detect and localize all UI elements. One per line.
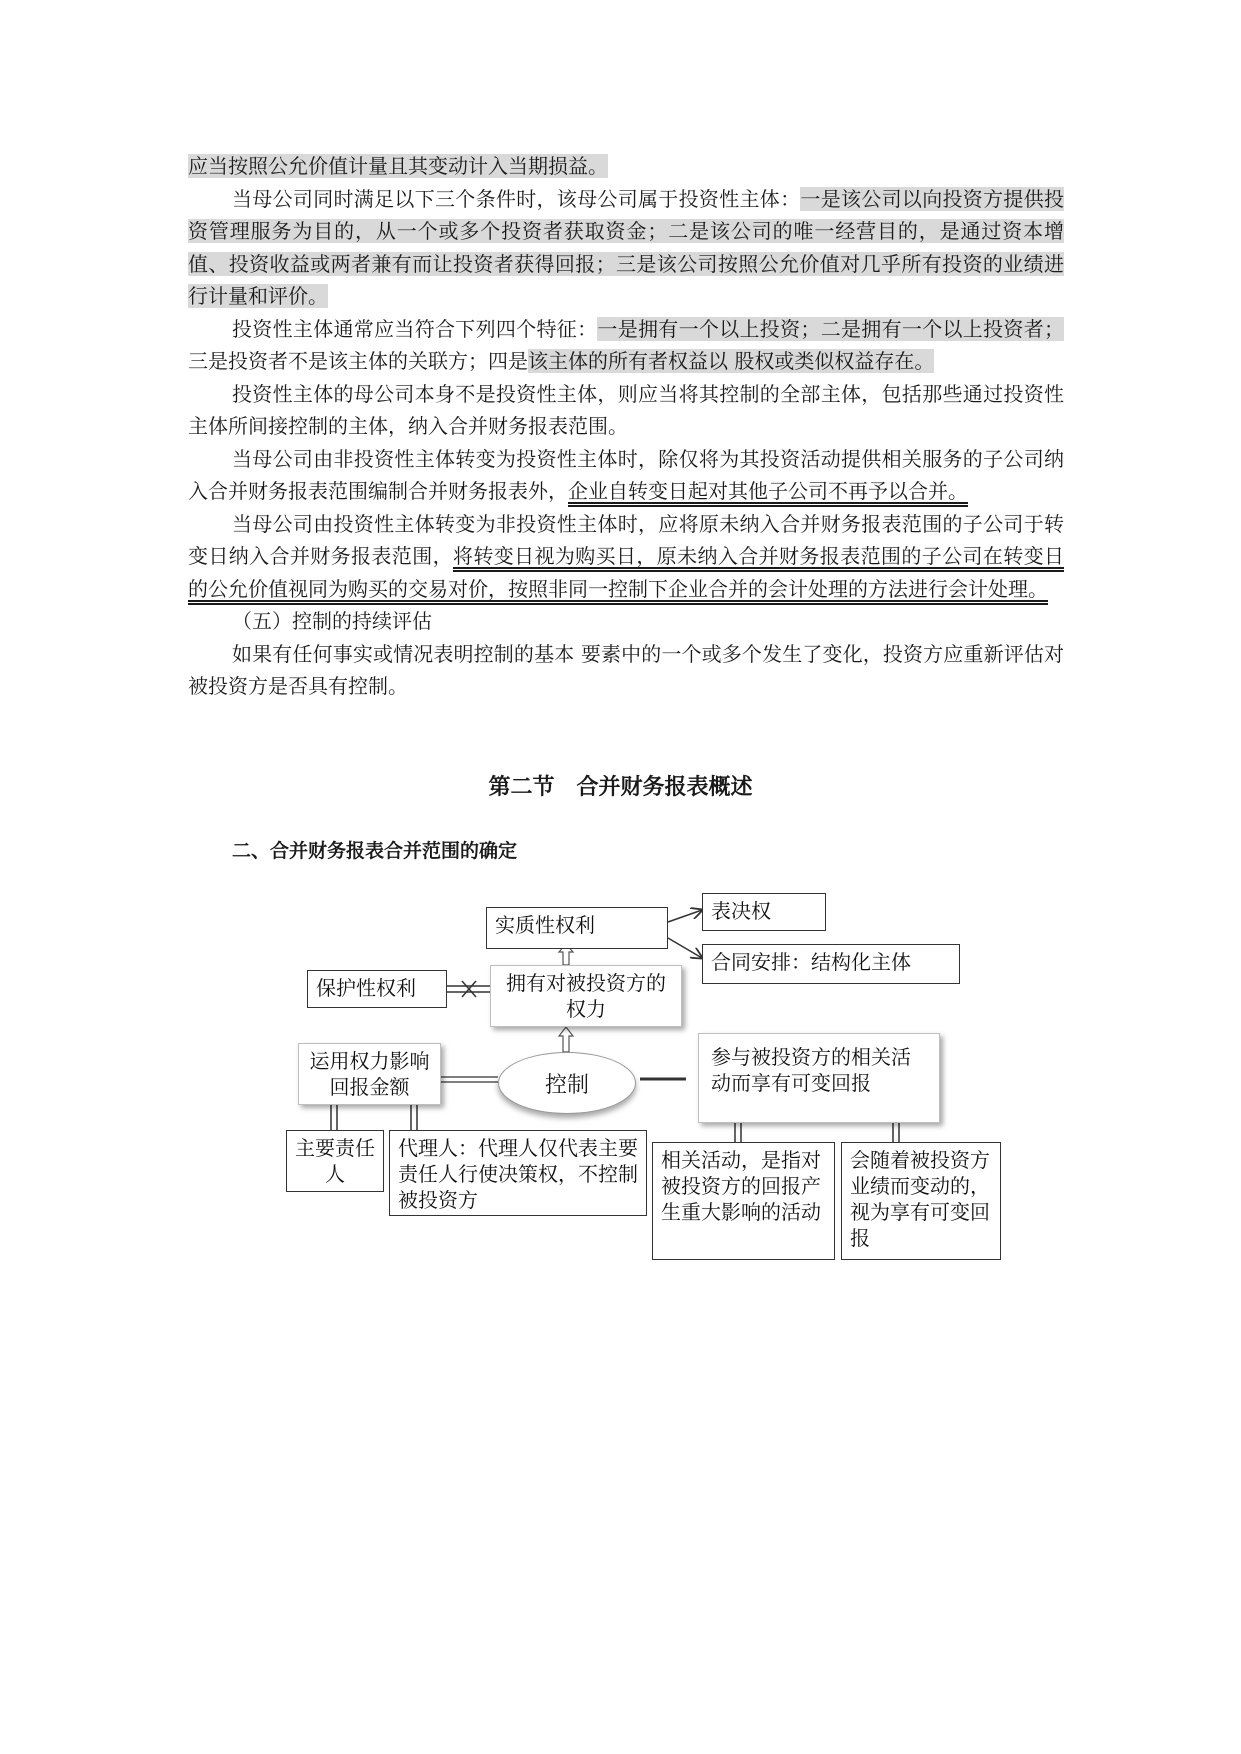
- section-title: 第二节 合并财务报表概述: [488, 775, 753, 800]
- paragraph-3: 投资性主体通常应当符合下列四个特征：一是拥有一个以上投资；二是拥有一个以上投资者；三是投资者不是该主体的关联方；四是该主体的所有者权益以 股权或类似权益存在。: [188, 316, 1065, 373]
- substantive-rights-box: 实质性权利: [486, 907, 668, 949]
- paragraph-1: 应当按照公允价值计量且其变动计入当期损益。: [188, 154, 608, 178]
- paragraph-8: 如果有任何事实或情况表明控制的基本 要素中的一个或多个发生了变化，投资方应重新评估对被投资方是否具有控制。: [188, 641, 1064, 698]
- use-power-box: 运用权力影响回报金额: [298, 1043, 441, 1105]
- arrow-to-contract: [668, 938, 702, 958]
- control-node: 控制: [498, 1052, 636, 1114]
- contract-box: 合同安排：结构化主体: [702, 944, 960, 984]
- agent-box: 代理人：代理人仅代表主要责任人行使决策权，不控制被投资方: [389, 1130, 647, 1216]
- power-over-investee-box: 拥有对被投资方的权力: [490, 965, 682, 1027]
- relevant-activities-box: 相关活动，是指对被投资方的回报产生重大影响的活动: [652, 1142, 835, 1260]
- voting-rights-box: 表决权: [702, 893, 826, 931]
- paragraph-2: 当母公司同时满足以下三个条件时，该母公司属于投资性主体：一是该公司以向投资方提供投资管理服务为目的，从一个或多个投资者获取资金；二是该公司的唯一经营目的，是通过资本增值、投资收益或两者兼有而让投资者获得回报；三是该公司按照公允价值对几乎所有投资的业绩进行计量和评价。: [188, 186, 1065, 308]
- principal-box: 主要责任人: [286, 1130, 384, 1192]
- protective-rights-box: 保护性权利: [307, 970, 447, 1008]
- paragraph-7: （五）控制的持续评估: [232, 609, 432, 633]
- variable-returns-box: 参与被投资方的相关活动而享有可变回报: [698, 1033, 940, 1123]
- subsection-title: 二、合并财务报表合并范围的确定: [232, 840, 518, 862]
- variable-returns-def-box: 会随着被投资方业绩而变动的，视为享有可变回报: [841, 1142, 1001, 1260]
- paragraph-4: 投资性主体的母公司本身不是投资性主体，则应当将其控制的全部主体，包括那些通过投资性主体所间接控制的主体，纳入合并财务报表范围。: [188, 381, 1064, 438]
- paragraph-6: 当母公司由投资性主体转变为非投资性主体时，应将原未纳入合并财务报表范围的子公司于转变日纳入合并财务报表范围，将转变日视为购买日，原未纳入合并财务报表范围的子公司在转变日的公允价值视同为购买的交易对价，按照非同一控制下企业合并的会计处理的方法进行会计处理。: [188, 511, 1065, 601]
- paragraph-5: 当母公司由非投资性主体转变为投资性主体时，除仅将为其投资活动提供相关服务的子公司纳入合并财务报表范围编制合并财务报表外，企业自转变日起对其他子公司不再予以合并。: [188, 446, 1064, 503]
- arrow-control-to-power: [559, 1027, 573, 1052]
- arrow-to-voting: [668, 910, 702, 922]
